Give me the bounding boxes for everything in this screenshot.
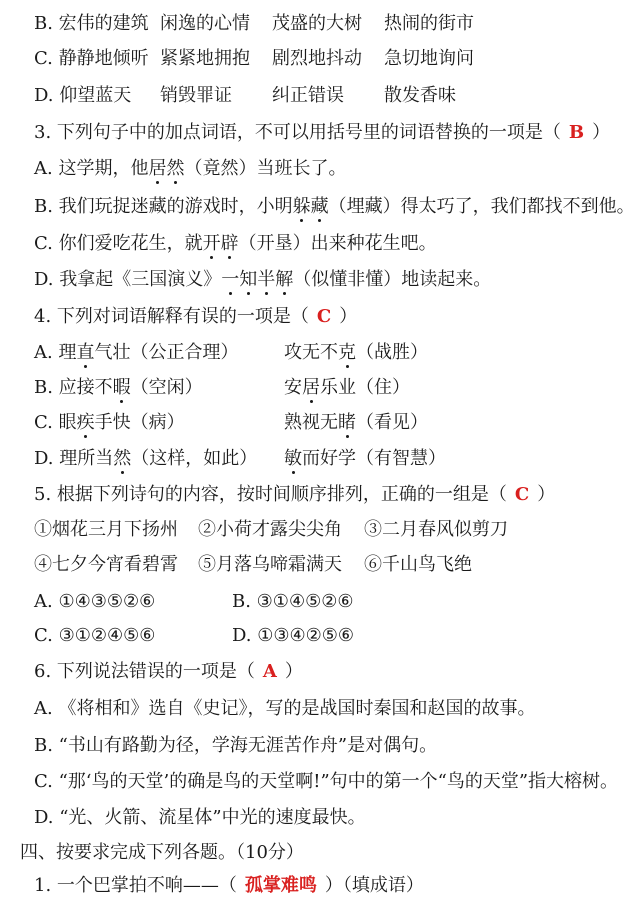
q2-c-word-4: 急切地询问 — [384, 48, 474, 69]
q3-option-c — [34, 232, 640, 256]
q4-c-left-dot: 疾 — [76, 412, 95, 433]
emphasis-char: 躲 — [292, 196, 311, 217]
q5-poems-row-2 — [34, 553, 472, 577]
q4-d-right — [284, 447, 446, 471]
q3-d-post: （似懂非懂）地读起来。 — [293, 269, 492, 290]
q4-c-left-1: C. 眼 — [34, 412, 77, 433]
section-4-title: 四、按要求完成下列各题。（10分） — [20, 842, 304, 863]
q6-option-b: B. “书山有路勤为径，学海无涯苦作舟”是对偶句。 — [34, 735, 438, 756]
q4-b-right-1: 安 — [284, 377, 302, 398]
q2-b-word-4: 热闹的街市 — [384, 13, 474, 34]
q4-b-right-dot: 居 — [302, 377, 320, 398]
q4-d-right-dot: 敏 — [284, 448, 302, 469]
q2-d-word-4: 散发香味 — [384, 85, 456, 106]
q6-option-a: A. 《将相和》选自《史记》，写的是战国时秦国和赵国的故事。 — [34, 698, 536, 719]
q2-b-word-2: 闲逸的心情 — [160, 13, 250, 34]
q5-stem-text: 5. 根据下列诗句的内容，按时间顺序排列，正确的一组是（ — [34, 484, 507, 505]
emphasis-char: 居 — [148, 158, 167, 179]
emphasis-char: 辟 — [220, 233, 239, 254]
q5-poems-row-1 — [34, 518, 508, 542]
q3-c-post: （开垦）出来种花生吧。 — [238, 233, 437, 254]
q2-b-word-3: 茂盛的大树 — [272, 13, 362, 34]
emphasis-char: 一 — [221, 269, 240, 290]
q4-d-left-dot: 然 — [113, 448, 132, 469]
q4-b-left-1: B. 应接不 — [34, 377, 113, 398]
sec4-q1 — [34, 874, 640, 898]
q6-option-c: C. “那‘鸟的天堂’的确是鸟的天堂啊!”句中的第一个“鸟的天堂”指大榕树。 — [34, 771, 619, 792]
q4-b-left-dot: 暇 — [112, 377, 131, 398]
q2-option-c — [34, 47, 474, 71]
q4-a-right-3: （战胜） — [356, 342, 428, 363]
q5-option-a: A. ①④③⑤②⑥ — [34, 591, 156, 612]
q5-close: ） — [537, 484, 556, 505]
q3-a-pre: A. 这学期，他 — [34, 158, 149, 179]
q2-d-word-1: D. 仰望蓝天 — [34, 85, 132, 106]
q4-b-left-3: （空闲） — [130, 377, 203, 398]
q4-c-right-1: 熟视无 — [284, 412, 338, 433]
q5-poem-2: ②小荷才露尖尖角 — [198, 519, 342, 540]
q3-c-dotted — [203, 233, 239, 254]
q3-answer: B — [568, 122, 585, 143]
emphasis-char: 半 — [257, 269, 276, 290]
q5-poem-1: ①烟花三月下扬州 — [34, 519, 178, 540]
q3-d-pre: D. 我拿起《三国演义》 — [34, 269, 222, 290]
emphasis-char: 藏 — [310, 196, 329, 217]
q3-d-dotted — [221, 269, 293, 290]
q3-option-b — [34, 195, 640, 219]
q3-close: ） — [592, 122, 611, 143]
emphasis-char: 解 — [275, 269, 294, 290]
q4-answer: C — [316, 306, 332, 327]
sec4-q1-post: ）（填成语） — [324, 875, 424, 896]
q2-d-word-2: 销毁罪证 — [160, 85, 232, 106]
q3-stem-text: 3. 下列句子中的加点词语，不可以用括号里的词语替换的一项是（ — [34, 122, 561, 143]
q4-c-right-dot: 睹 — [338, 412, 356, 433]
q4-stem — [34, 305, 640, 329]
emphasis-char: 然 — [166, 158, 185, 179]
q4-a-right — [284, 341, 428, 365]
q5-options-row-2 — [34, 624, 355, 648]
q2-c-word-3: 剧烈地抖动 — [272, 48, 362, 69]
q2-b-word-1: B. 宏伟的建筑 — [34, 13, 149, 34]
q4-option-a — [34, 341, 428, 365]
q6-option-d: D. “光、火箭、流星体”中光的速度最快。 — [34, 807, 366, 828]
q3-b-post: （埋藏）得太巧了，我们都找不到他。 — [328, 196, 635, 217]
q4-option-b — [34, 376, 410, 400]
q3-a-dotted — [148, 158, 184, 179]
q6-stem — [34, 660, 640, 684]
q4-a-left-1: A. 理 — [34, 342, 77, 363]
q2-c-word-1: C. 静静地倾听 — [34, 48, 149, 69]
q2-option-d — [34, 84, 456, 108]
q2-d-word-3: 纠正错误 — [272, 85, 344, 106]
q3-b-dotted — [293, 196, 329, 217]
q5-options-row-1 — [34, 590, 354, 614]
sec4-q1-pre: 1. 一个巴掌拍不响——（ — [34, 875, 237, 896]
q4-option-d — [34, 447, 446, 471]
q5-stem — [34, 483, 640, 507]
q4-a-right-dot: 克 — [338, 342, 356, 363]
q4-b-right-3: 乐业（住） — [320, 377, 410, 398]
q3-b-pre: B. 我们玩捉迷藏的游戏时，小明 — [34, 196, 293, 217]
q4-close: ） — [339, 306, 358, 327]
q4-a-left-dot: 直 — [76, 342, 95, 363]
q4-a-left-3: 气壮（公正合理） — [94, 342, 239, 363]
q5-option-c: C. ③①②④⑤⑥ — [34, 625, 156, 646]
q3-c-pre: C. 你们爱吃花生，就 — [34, 233, 203, 254]
q4-c-right-3: （看见） — [356, 412, 428, 433]
q4-stem-text: 4. 下列对词语解释有误的一项是（ — [34, 306, 309, 327]
q2-option-b — [34, 12, 474, 36]
q5-option-d: D. ①③④②⑤⑥ — [232, 625, 355, 646]
q5-poem-3: ③二月春风似剪刀 — [364, 519, 508, 540]
q4-b-right — [284, 376, 410, 400]
q4-d-left-1: D. 理所当 — [34, 448, 114, 469]
q5-poem-5: ⑤月落乌啼霜满天 — [198, 554, 342, 575]
q5-poem-4: ④七夕今宵看碧霄 — [34, 554, 178, 575]
emphasis-char: 开 — [202, 233, 221, 254]
q6-answer: A — [262, 661, 277, 682]
q4-option-c — [34, 411, 428, 435]
q5-option-b: B. ③①④⑤②⑥ — [232, 591, 354, 612]
q5-answer: C — [514, 484, 530, 505]
q6-stem-text: 6. 下列说法错误的一项是（ — [34, 661, 255, 682]
q4-d-left-3: （这样，如此） — [131, 448, 258, 469]
sec4-q1-answer: 孤掌难鸣 — [244, 875, 317, 896]
q5-poem-6: ⑥千山鸟飞绝 — [364, 554, 472, 575]
emphasis-char: 知 — [239, 269, 258, 290]
q2-c-word-2: 紧紧地拥抱 — [160, 48, 250, 69]
q3-a-post: （竟然）当班长了。 — [184, 158, 347, 179]
q4-c-left-3: 手快（病） — [94, 412, 185, 433]
q3-option-a — [34, 157, 640, 181]
q4-a-right-1: 攻无不 — [284, 342, 338, 363]
q6-close: ） — [284, 661, 303, 682]
q4-c-right — [284, 411, 428, 435]
q4-d-right-3: 而好学（有智慧） — [302, 448, 446, 469]
q3-stem — [34, 121, 640, 145]
q3-option-d — [34, 268, 640, 292]
